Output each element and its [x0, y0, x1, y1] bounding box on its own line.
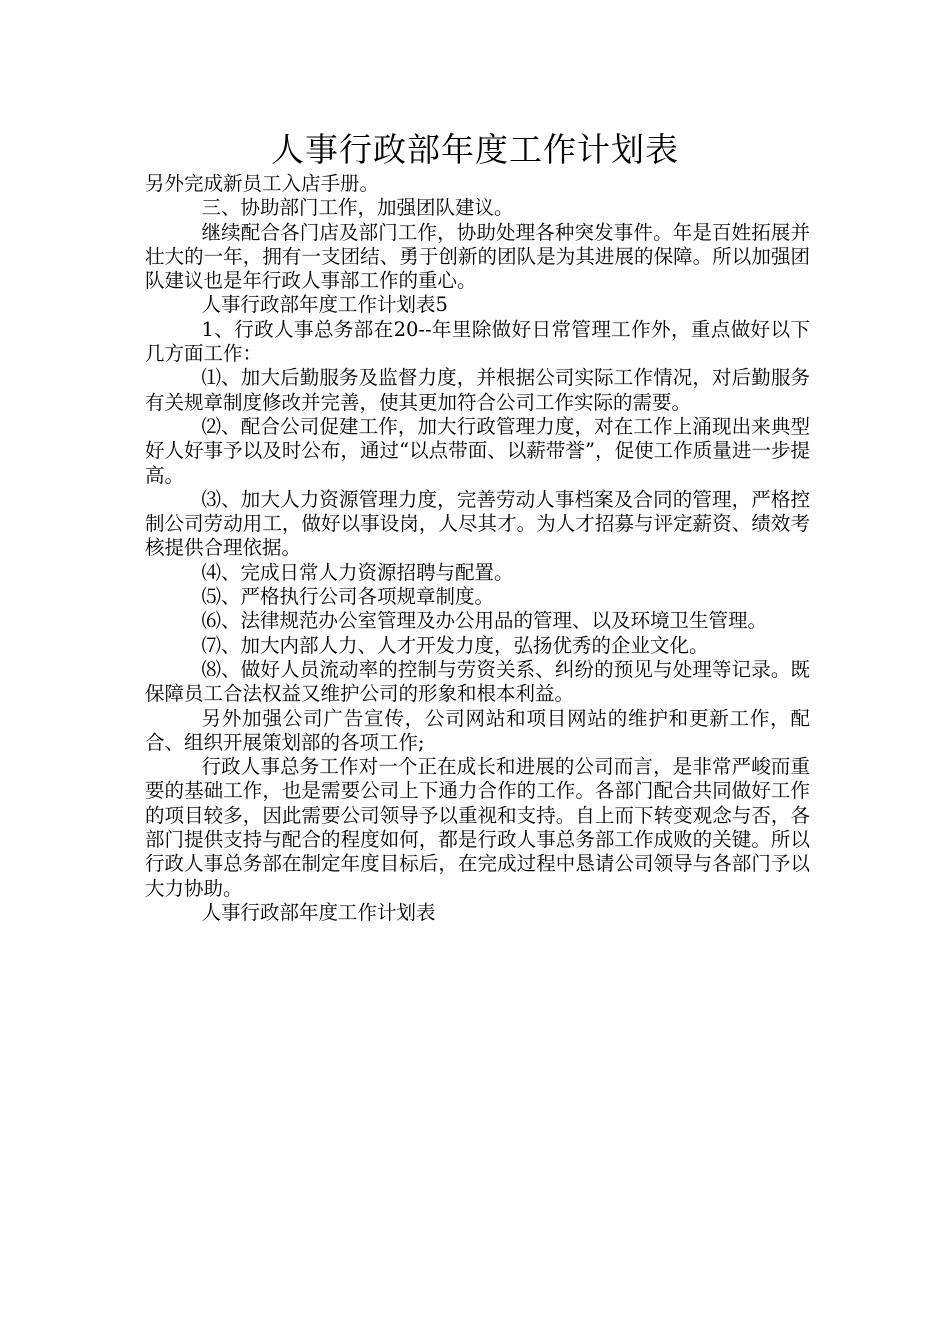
list-item: ⑷、完成日常人力资源招聘与配置。 [201, 560, 514, 584]
list-item: ⑵、配合公司促建工作，加大行政管理力度，对在工作上涌现出来典型好人好事予以及时公布，通过“以点带面、以薪带誉”，促使工作质量进一步提高。 [145, 414, 810, 487]
paragraph: 行政人事总务工作对一个正在成长和进展的公司而言，是非常严峻而重要的基础工作，也是需要公司上下通力合作的工作。各部门配合共同做好工作的项目较多，因此需要公司领导予以重视和支持。自上而下转变观念与否，各部门提供支持与配合的程度如何，都是行政人事总务部工作成败的关键。所以行政人事总务部在制定年度目标后，在完成过程中恳请公司领导与各部门予以大力协助。 [145, 755, 810, 900]
list-item: ⑹、法律规范办公室管理及办公用品的管理、以及环境卫生管理。 [201, 609, 768, 633]
paragraph: 另外加强公司广告宣传，公司网站和项目网站的维护和更新工作，配合、组织开展策划部的各项工作; [145, 706, 810, 754]
paragraph: 继续配合各门店及部门工作，协助处理各种突发事件。年是百姓拓展并壮大的一年，拥有一支团结、勇于创新的团队是为其进展的保障。所以加强团队建议也是年行政人事部工作的重心。 [145, 220, 810, 293]
list-item: ⑴、加大后勤服务及监督力度，并根据公司实际工作情况，对后勤服务有关规章制度修改并完善，使其更加符合公司工作实际的需要。 [145, 366, 810, 414]
paragraph-subtitle: 人事行政部年度工作计划表5 [201, 293, 448, 317]
paragraph-section-heading: 三、协助部门工作，加强团队建议。 [201, 196, 514, 220]
document-body [145, 172, 810, 925]
list-item: ⑸、严格执行公司各项规章制度。 [201, 585, 495, 609]
list-item: ⑺、加大内部人力、人才开发力度，弘扬优秀的企业文化。 [201, 633, 709, 657]
list-item: ⑶、加大人力资源管理力度，完善劳动人事档案及合同的管理，严格控制公司劳动用工，做好以事设岗，人尽其才。为人才招募与评定薪资、绩效考核提供合理依据。 [145, 487, 810, 560]
list-item: ⑻、做好人员流动率的控制与劳资关系、纠纷的预见与处理等记录。既保障员工合法权益又维护公司的形象和根本利益。 [145, 657, 810, 706]
document-title: 人事行政部年度工作计划表 [271, 130, 679, 169]
paragraph-continuation: 另外完成新员工入店手册。 [145, 172, 380, 195]
paragraph: 1、行政人事总务部在20--年里除做好日常管理工作外，重点做好以下几方面工作： [145, 317, 810, 366]
paragraph-subtitle: 人事行政部年度工作计划表 [201, 900, 436, 924]
